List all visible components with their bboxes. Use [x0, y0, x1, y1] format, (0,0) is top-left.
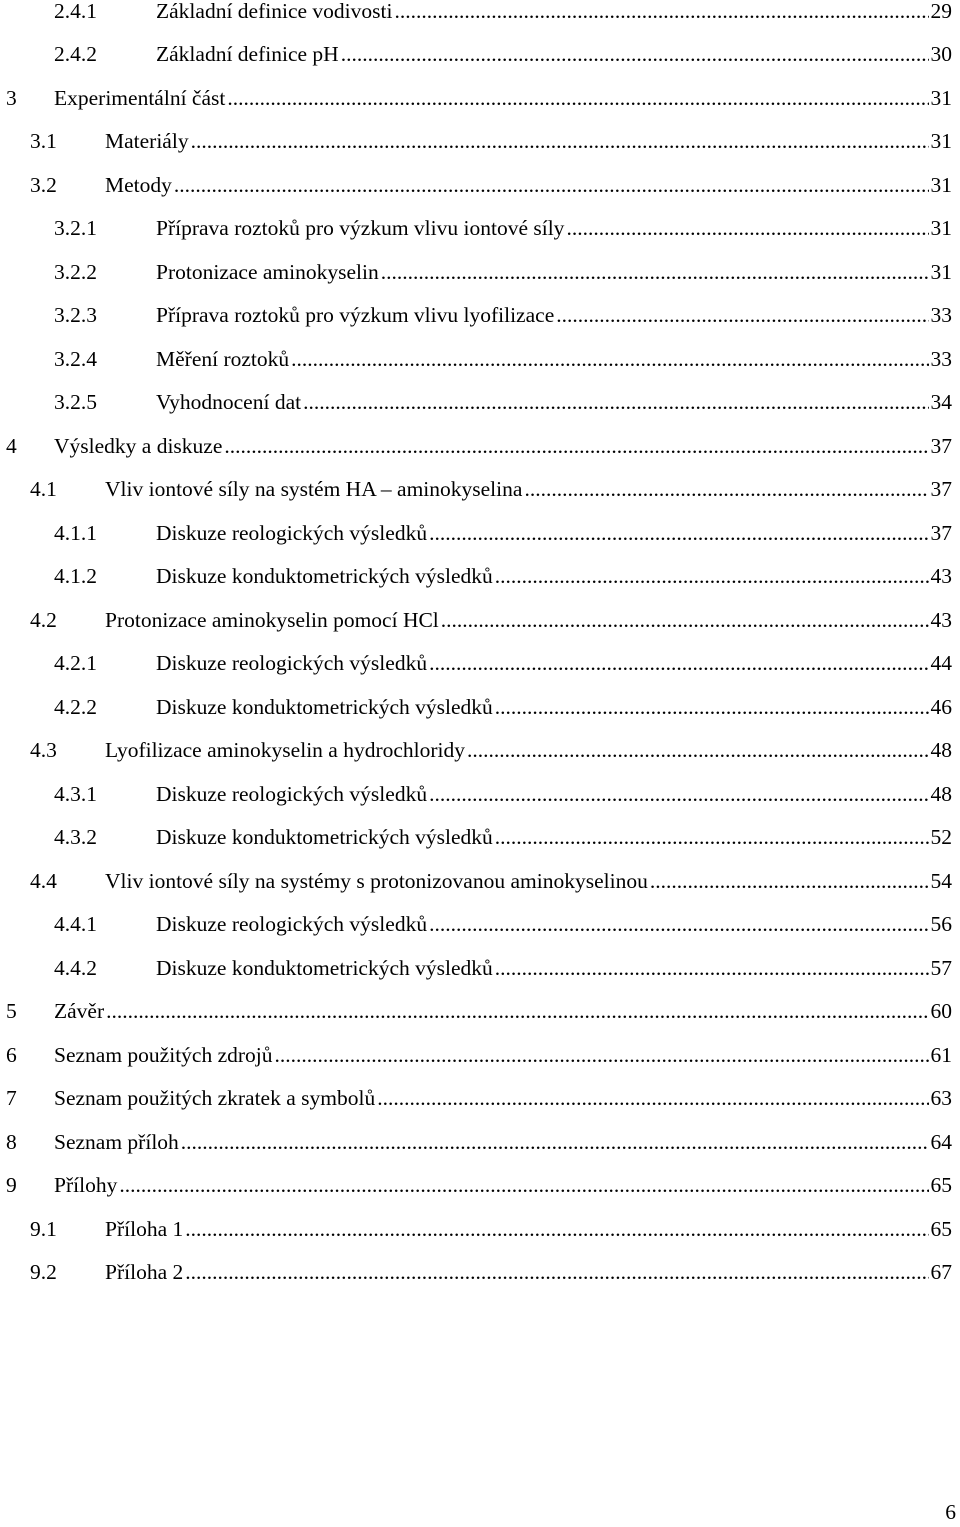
toc-entry-page: 31 [930, 129, 952, 153]
toc-entry-page: 43 [930, 608, 952, 632]
toc-entry-number: 4.2 [30, 608, 57, 632]
toc-entry-page: 63 [930, 1086, 952, 1110]
toc-entry-number: 6 [6, 1043, 17, 1067]
page-number: 6 [945, 1500, 956, 1524]
toc-entry-title: Metody [105, 173, 172, 197]
toc-dot-leader [185, 1214, 928, 1244]
toc-entry-title: Základní definice pH [156, 42, 339, 66]
toc-entry-title: Základní definice vodivosti [156, 0, 393, 23]
toc-entry-number: 4.3 [30, 738, 57, 762]
toc-dot-leader [556, 300, 928, 330]
toc-dot-leader [495, 561, 929, 591]
toc-entry-title: Materiály [105, 129, 189, 153]
toc-entry-number: 5 [6, 999, 17, 1023]
toc-entry-title: Diskuze reologických výsledků [156, 521, 428, 545]
toc-dot-leader [394, 0, 928, 26]
toc-dot-leader [106, 996, 928, 1026]
toc-entry-title: Experimentální část [54, 86, 226, 110]
toc-dot-leader [566, 213, 928, 243]
toc-entry-title: Protonizace aminokyselin [156, 260, 379, 284]
toc-dot-leader [467, 735, 928, 765]
toc-entry[interactable] [30, 866, 952, 896]
toc-entry-number: 4.1.1 [54, 521, 97, 545]
toc-entry-number: 3 [6, 86, 17, 110]
toc-dot-leader [275, 1040, 929, 1070]
toc-entry-number: 4 [6, 434, 17, 458]
toc-entry-number: 3.2.2 [54, 260, 97, 284]
toc-entry-number: 2.4.1 [54, 0, 97, 23]
toc-entry[interactable] [54, 909, 952, 939]
toc-entry-title: Diskuze konduktometrických výsledků [156, 825, 493, 849]
toc-dot-leader [429, 518, 928, 548]
toc-dot-leader [303, 387, 928, 417]
toc-dot-leader [429, 779, 928, 809]
toc-entry-number: 4.4.2 [54, 956, 97, 980]
toc-entry-title: Diskuze reologických výsledků [156, 782, 428, 806]
toc-entry-page: 37 [930, 434, 952, 458]
toc-entry[interactable] [54, 518, 952, 548]
toc-entry-number: 4.1 [30, 477, 57, 501]
toc-entry-number: 3.2.1 [54, 216, 97, 240]
toc-entry-title: Příloha 2 [105, 1260, 184, 1284]
toc-entry-page: 54 [930, 869, 952, 893]
toc-dot-leader [341, 39, 929, 69]
toc-entry-page: 57 [930, 956, 952, 980]
toc-entry-number: 3.2.4 [54, 347, 97, 371]
toc-entry-page: 31 [930, 260, 952, 284]
toc-entry-page: 64 [930, 1130, 952, 1154]
toc-entry-title: Vliv iontové síly na systémy s protonizovanou aminokyselinou [105, 869, 648, 893]
toc-entry[interactable] [6, 1040, 952, 1070]
toc-entry-page: 31 [930, 86, 952, 110]
toc-entry[interactable] [54, 344, 952, 374]
toc-dot-leader [495, 692, 929, 722]
toc-dot-leader [119, 1170, 928, 1200]
toc-entry-number: 2.4.2 [54, 42, 97, 66]
toc-entry-title: Vyhodnocení dat [156, 390, 302, 414]
toc-entry[interactable] [54, 39, 952, 69]
toc-dot-leader [429, 909, 928, 939]
toc-entry[interactable] [30, 1214, 952, 1244]
toc-dot-leader [224, 431, 928, 461]
toc-entry-title: Závěr [54, 999, 105, 1023]
toc-entry[interactable] [54, 300, 952, 330]
toc-entry-number: 3.2.5 [54, 390, 97, 414]
toc-entry[interactable] [30, 474, 952, 504]
toc-entry-title: Příprava roztoků pro výzkum vlivu iontové síly [156, 216, 565, 240]
toc-entry[interactable] [6, 1083, 952, 1113]
toc-entry[interactable] [54, 779, 952, 809]
toc-entry-number: 4.4.1 [54, 912, 97, 936]
toc-entry-title: Přílohy [54, 1173, 118, 1197]
toc-entry-number: 4.3.2 [54, 825, 97, 849]
toc-entry-title: Příprava roztoků pro výzkum vlivu lyofilizace [156, 303, 555, 327]
toc-entry[interactable] [54, 257, 952, 287]
toc-entry[interactable] [30, 1257, 952, 1287]
toc-entry[interactable] [6, 431, 952, 461]
toc-entry-title: Diskuze reologických výsledků [156, 912, 428, 936]
toc-entry-title: Protonizace aminokyselin pomocí HCl [105, 608, 439, 632]
toc-entry-page: 31 [930, 216, 952, 240]
toc-dot-leader [650, 866, 929, 896]
toc-dot-leader [227, 83, 928, 113]
toc-entry-number: 4.2.1 [54, 651, 97, 675]
toc-entry[interactable] [54, 0, 952, 26]
toc-entry-page: 33 [930, 303, 952, 327]
toc-entry-page: 48 [930, 782, 952, 806]
toc-entry-page: 65 [930, 1173, 952, 1197]
toc-dot-leader [191, 126, 929, 156]
toc-entry-page: 37 [930, 521, 952, 545]
toc-entry-page: 34 [930, 390, 952, 414]
toc-entry-title: Měření roztoků [156, 347, 290, 371]
toc-dot-leader [377, 1083, 928, 1113]
toc-entry-number: 3.2 [30, 173, 57, 197]
toc-entry-page: 31 [930, 173, 952, 197]
toc-entry-page: 67 [930, 1260, 952, 1284]
toc-entry-title: Diskuze konduktometrických výsledků [156, 564, 493, 588]
toc-entry-page: 48 [930, 738, 952, 762]
toc-entry[interactable] [6, 1170, 952, 1200]
toc-entry-number: 7 [6, 1086, 17, 1110]
toc-dot-leader [381, 257, 929, 287]
toc-entry[interactable] [30, 170, 952, 200]
toc-entry-title: Seznam příloh [54, 1130, 179, 1154]
toc-entry-number: 3.1 [30, 129, 57, 153]
toc-entry[interactable] [54, 692, 952, 722]
toc-entry-title: Diskuze konduktometrických výsledků [156, 695, 493, 719]
toc-entry[interactable] [30, 735, 952, 765]
toc-entry-title: Seznam použitých zkratek a symbolů [54, 1086, 376, 1110]
toc-dot-leader [524, 474, 928, 504]
toc-entry-page: 61 [930, 1043, 952, 1067]
toc-entry-number: 4.2.2 [54, 695, 97, 719]
toc-entry-number: 9.2 [30, 1260, 57, 1284]
toc-entry-page: 52 [930, 825, 952, 849]
toc-entry-page: 37 [930, 477, 952, 501]
toc-entry-title: Lyofilizace aminokyselin a hydrochloridy [105, 738, 466, 762]
toc-entry-page: 29 [930, 0, 952, 23]
toc-entry-title: Diskuze reologických výsledků [156, 651, 428, 675]
toc-entry[interactable] [6, 996, 952, 1026]
toc-dot-leader [181, 1127, 929, 1157]
toc-entry-page: 65 [930, 1217, 952, 1241]
toc-entry-page: 60 [930, 999, 952, 1023]
toc-entry-page: 44 [930, 651, 952, 675]
toc-entry-title: Seznam použitých zdrojů [54, 1043, 273, 1067]
toc-entry-page: 46 [930, 695, 952, 719]
toc-entry[interactable] [54, 387, 952, 417]
toc-entry[interactable] [54, 561, 952, 591]
toc-entry[interactable] [30, 126, 952, 156]
toc-entry-page: 43 [930, 564, 952, 588]
toc-entry-number: 4.1.2 [54, 564, 97, 588]
toc-dot-leader [291, 344, 928, 374]
toc-entry[interactable] [6, 1127, 952, 1157]
toc-entry-number: 9.1 [30, 1217, 57, 1241]
toc-entry-number: 3.2.3 [54, 303, 97, 327]
toc-entry-title: Příloha 1 [105, 1217, 184, 1241]
toc-dot-leader [495, 822, 929, 852]
toc-entry-page: 33 [930, 347, 952, 371]
toc-entry[interactable] [54, 953, 952, 983]
toc-entry-page: 56 [930, 912, 952, 936]
toc-dot-leader [174, 170, 929, 200]
toc-entry-title: Výsledky a diskuze [54, 434, 223, 458]
toc-dot-leader [495, 953, 929, 983]
toc-entry-title: Vliv iontové síly na systém HA – aminokyselina [105, 477, 523, 501]
toc-dot-leader [441, 605, 929, 635]
toc-entry-number: 8 [6, 1130, 17, 1154]
toc-entry-page: 30 [930, 42, 952, 66]
toc-entry-title: Diskuze konduktometrických výsledků [156, 956, 493, 980]
toc-entry[interactable] [6, 83, 952, 113]
toc-entry[interactable] [54, 648, 952, 678]
toc-dot-leader [185, 1257, 928, 1287]
toc-entry[interactable] [30, 605, 952, 635]
toc-dot-leader [429, 648, 928, 678]
toc-entry-number: 4.3.1 [54, 782, 97, 806]
toc-entry-number: 9 [6, 1173, 17, 1197]
toc-entry[interactable] [54, 213, 952, 243]
toc-entry-number: 4.4 [30, 869, 57, 893]
toc-entry[interactable] [54, 822, 952, 852]
